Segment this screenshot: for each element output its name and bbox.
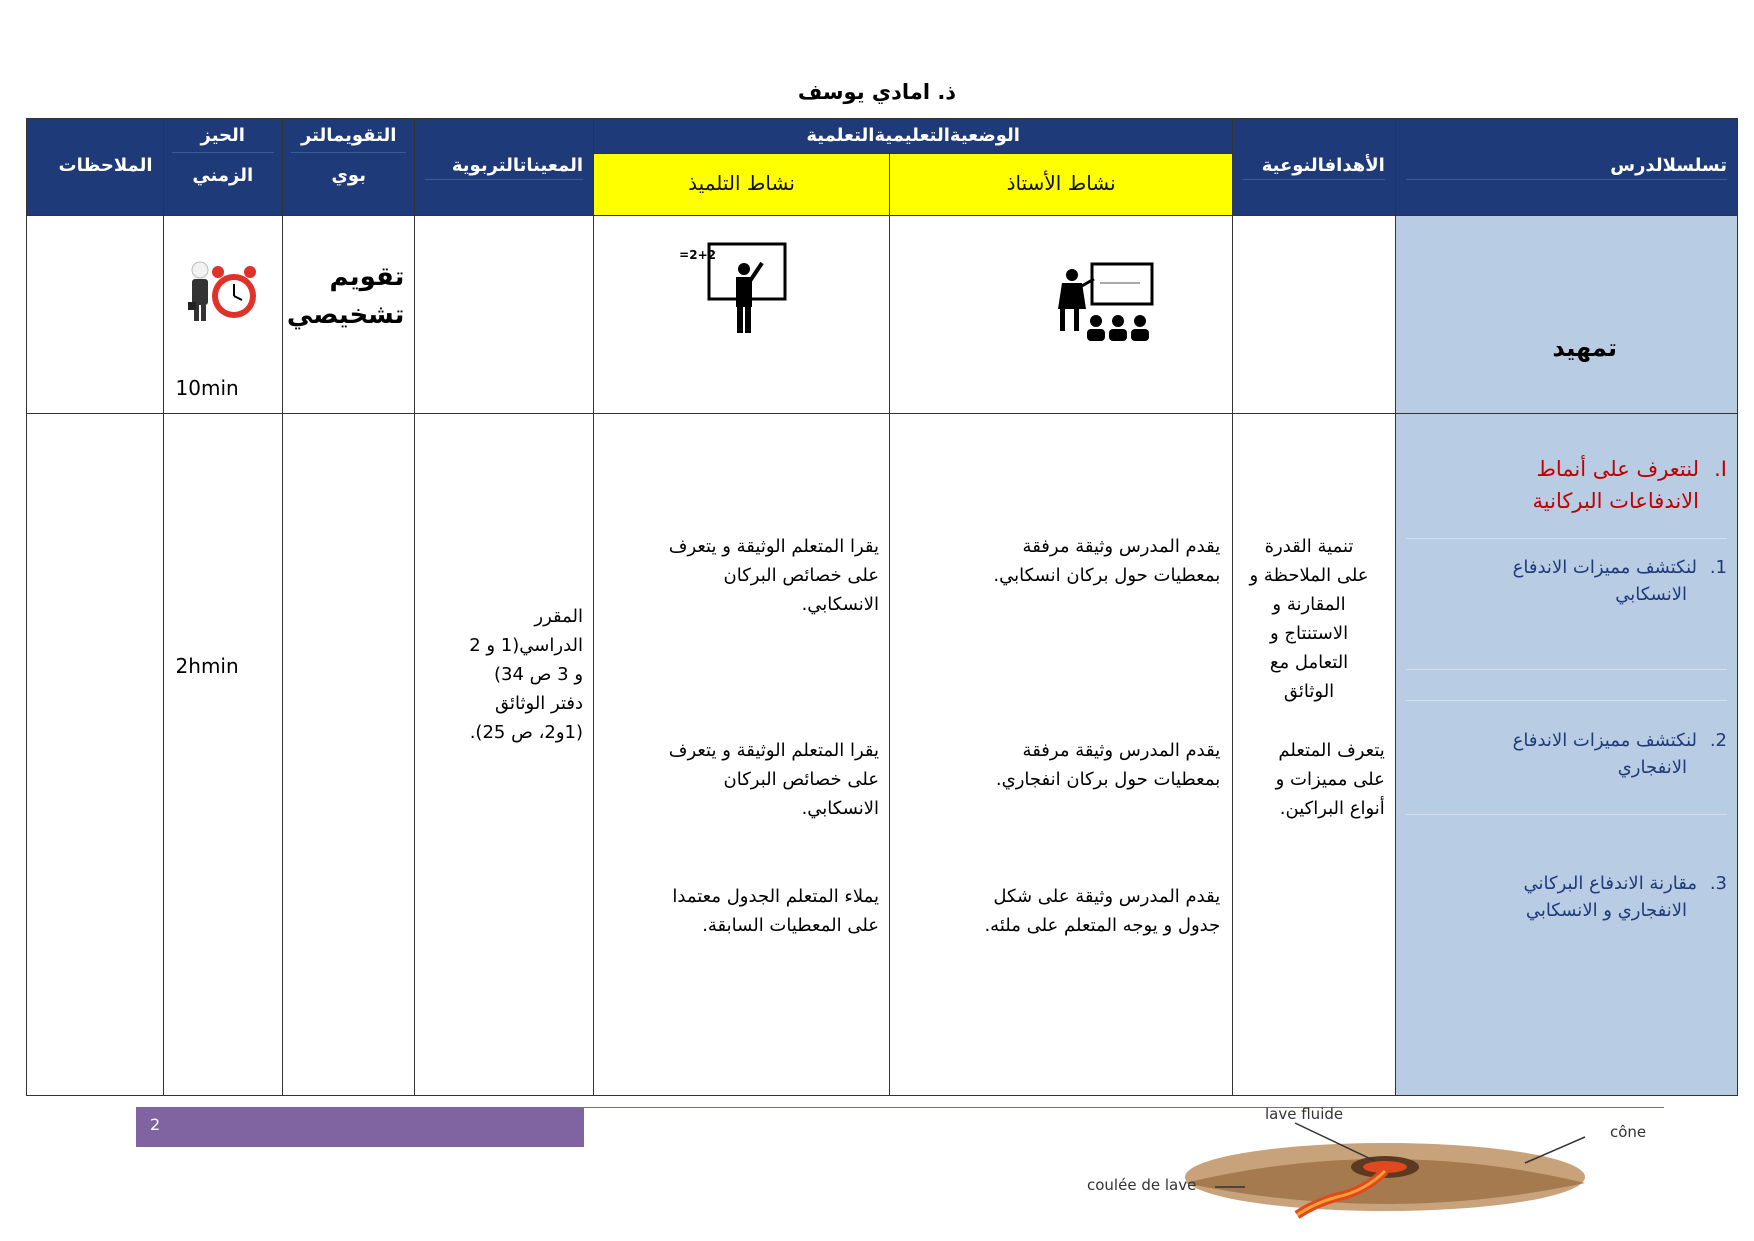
item-2-line2: الانفجاري	[1617, 757, 1687, 778]
main-evaluation-cell	[282, 414, 414, 1096]
item-number-2: 2.	[1709, 730, 1727, 751]
aids-text: المقرر الدراسي(1 و 2 و 3 ص 34) دفتر الوثائق (1و2، ص 25).	[469, 606, 584, 743]
intro-title: تمهيد	[1552, 334, 1617, 362]
label-coulee: coulée de lave	[1087, 1176, 1197, 1194]
intro-time: 10min	[175, 376, 239, 400]
author-name: ذ. امادي يوسف	[797, 80, 957, 104]
main-sequence-cell	[1395, 414, 1737, 1096]
label-lava-fluide: lave fluide	[1265, 1105, 1344, 1123]
intro-time-cell	[163, 216, 282, 414]
section-title-line2: الاندفاعات البركانية	[1532, 489, 1699, 513]
item-1-line2: الانسكابي	[1615, 584, 1687, 605]
label-cone: cône	[1610, 1123, 1647, 1141]
student-activity-1: يقرا المتعلم الوثيقة و يتعرف على خصائص البركان الانسكابي.	[668, 536, 880, 615]
header-situation: الوضعيةالتعليميةالتعلمية	[594, 119, 1233, 154]
evaluation-line1: تقويم	[329, 262, 405, 292]
objectives-block-2: يتعرف المتعلم على مميزات و أنواع البراكين.	[1275, 740, 1385, 819]
header-teacher-activity: نشاط الأستاذ	[890, 154, 1233, 216]
item-3-line2: الانفجاري و الانسكابي	[1525, 900, 1687, 921]
businessman-clock-icon	[186, 258, 262, 324]
footer-bar	[136, 1107, 584, 1147]
header-student-activity: نشاط التلميذ	[594, 154, 890, 216]
intro-student-cell	[594, 216, 890, 414]
intro-objectives-cell	[1233, 216, 1396, 414]
objectives-block-1: تنمية القدرة على الملاحظة و المقارنة و الاستنتاج و التعامل مع الوثائق	[1249, 536, 1369, 702]
section-number: I.	[1714, 457, 1727, 481]
intro-evaluation-cell	[282, 216, 414, 414]
header-evaluation: التقويمالتر بوي	[282, 119, 414, 216]
intro-teacher-cell	[890, 216, 1233, 414]
student-activity-3: يملاء المتعلم الجدول معتمدا على المعطيات السابقة.	[672, 886, 880, 936]
header-aids: المعيناتالتربوية	[415, 119, 594, 216]
item-number-1: 1.	[1709, 557, 1727, 578]
volcano-illustration	[1085, 1105, 1685, 1240]
volcano-diagram	[1085, 1105, 1685, 1240]
header-time: الحيز الزمني	[163, 119, 282, 216]
lesson-table	[26, 118, 1738, 1096]
main-time: 2hmin	[175, 654, 239, 678]
section-title-line1: لنتعرف على أنماط	[1536, 457, 1699, 481]
item-number-3: 3.	[1709, 873, 1727, 894]
main-student-cell	[594, 414, 890, 1096]
header-sequence: تسلسلالدرس	[1395, 119, 1737, 216]
item-2-line1: لنكتشف مميزات الاندفاع	[1512, 730, 1697, 751]
page-number: 2	[150, 1115, 161, 1134]
header-notes: الملاحظات	[27, 119, 164, 216]
main-objectives-cell	[1233, 414, 1396, 1096]
teacher-activity-3: يقدم المدرس وثيقة على شكل جدول و يوجه المتعلم على ملئه.	[984, 886, 1221, 936]
teacher-activity-1: يقدم المدرس وثيقة مرفقة بمعطيات حول بركان انسكابي.	[993, 536, 1221, 586]
intro-notes-cell	[27, 216, 164, 414]
intro-sequence-cell	[1395, 216, 1737, 414]
evaluation-line2: تشخيصي	[286, 300, 405, 330]
main-aids-cell	[415, 414, 594, 1096]
item-1-line1: لنكتشف مميزات الاندفاع	[1512, 557, 1697, 578]
intro-aids-cell	[415, 216, 594, 414]
item-3-line1: مقارنة الاندفاع البركاني	[1523, 873, 1697, 894]
main-notes-cell	[27, 414, 164, 1096]
board-text: 2+2=	[679, 248, 717, 262]
teacher-presenting-icon	[1050, 261, 1160, 351]
main-teacher-cell	[890, 414, 1233, 1096]
student-at-board-icon	[679, 241, 790, 336]
student-activity-2: يقرا المتعلم الوثيقة و يتعرف على خصائص البركان الانسكابي.	[668, 740, 880, 819]
main-time-cell	[163, 414, 282, 1096]
teacher-activity-2: يقدم المدرس وثيقة مرفقة بمعطيات حول بركان انفجاري.	[995, 740, 1221, 790]
header-objectives: الأهدافالنوعية	[1233, 119, 1396, 216]
